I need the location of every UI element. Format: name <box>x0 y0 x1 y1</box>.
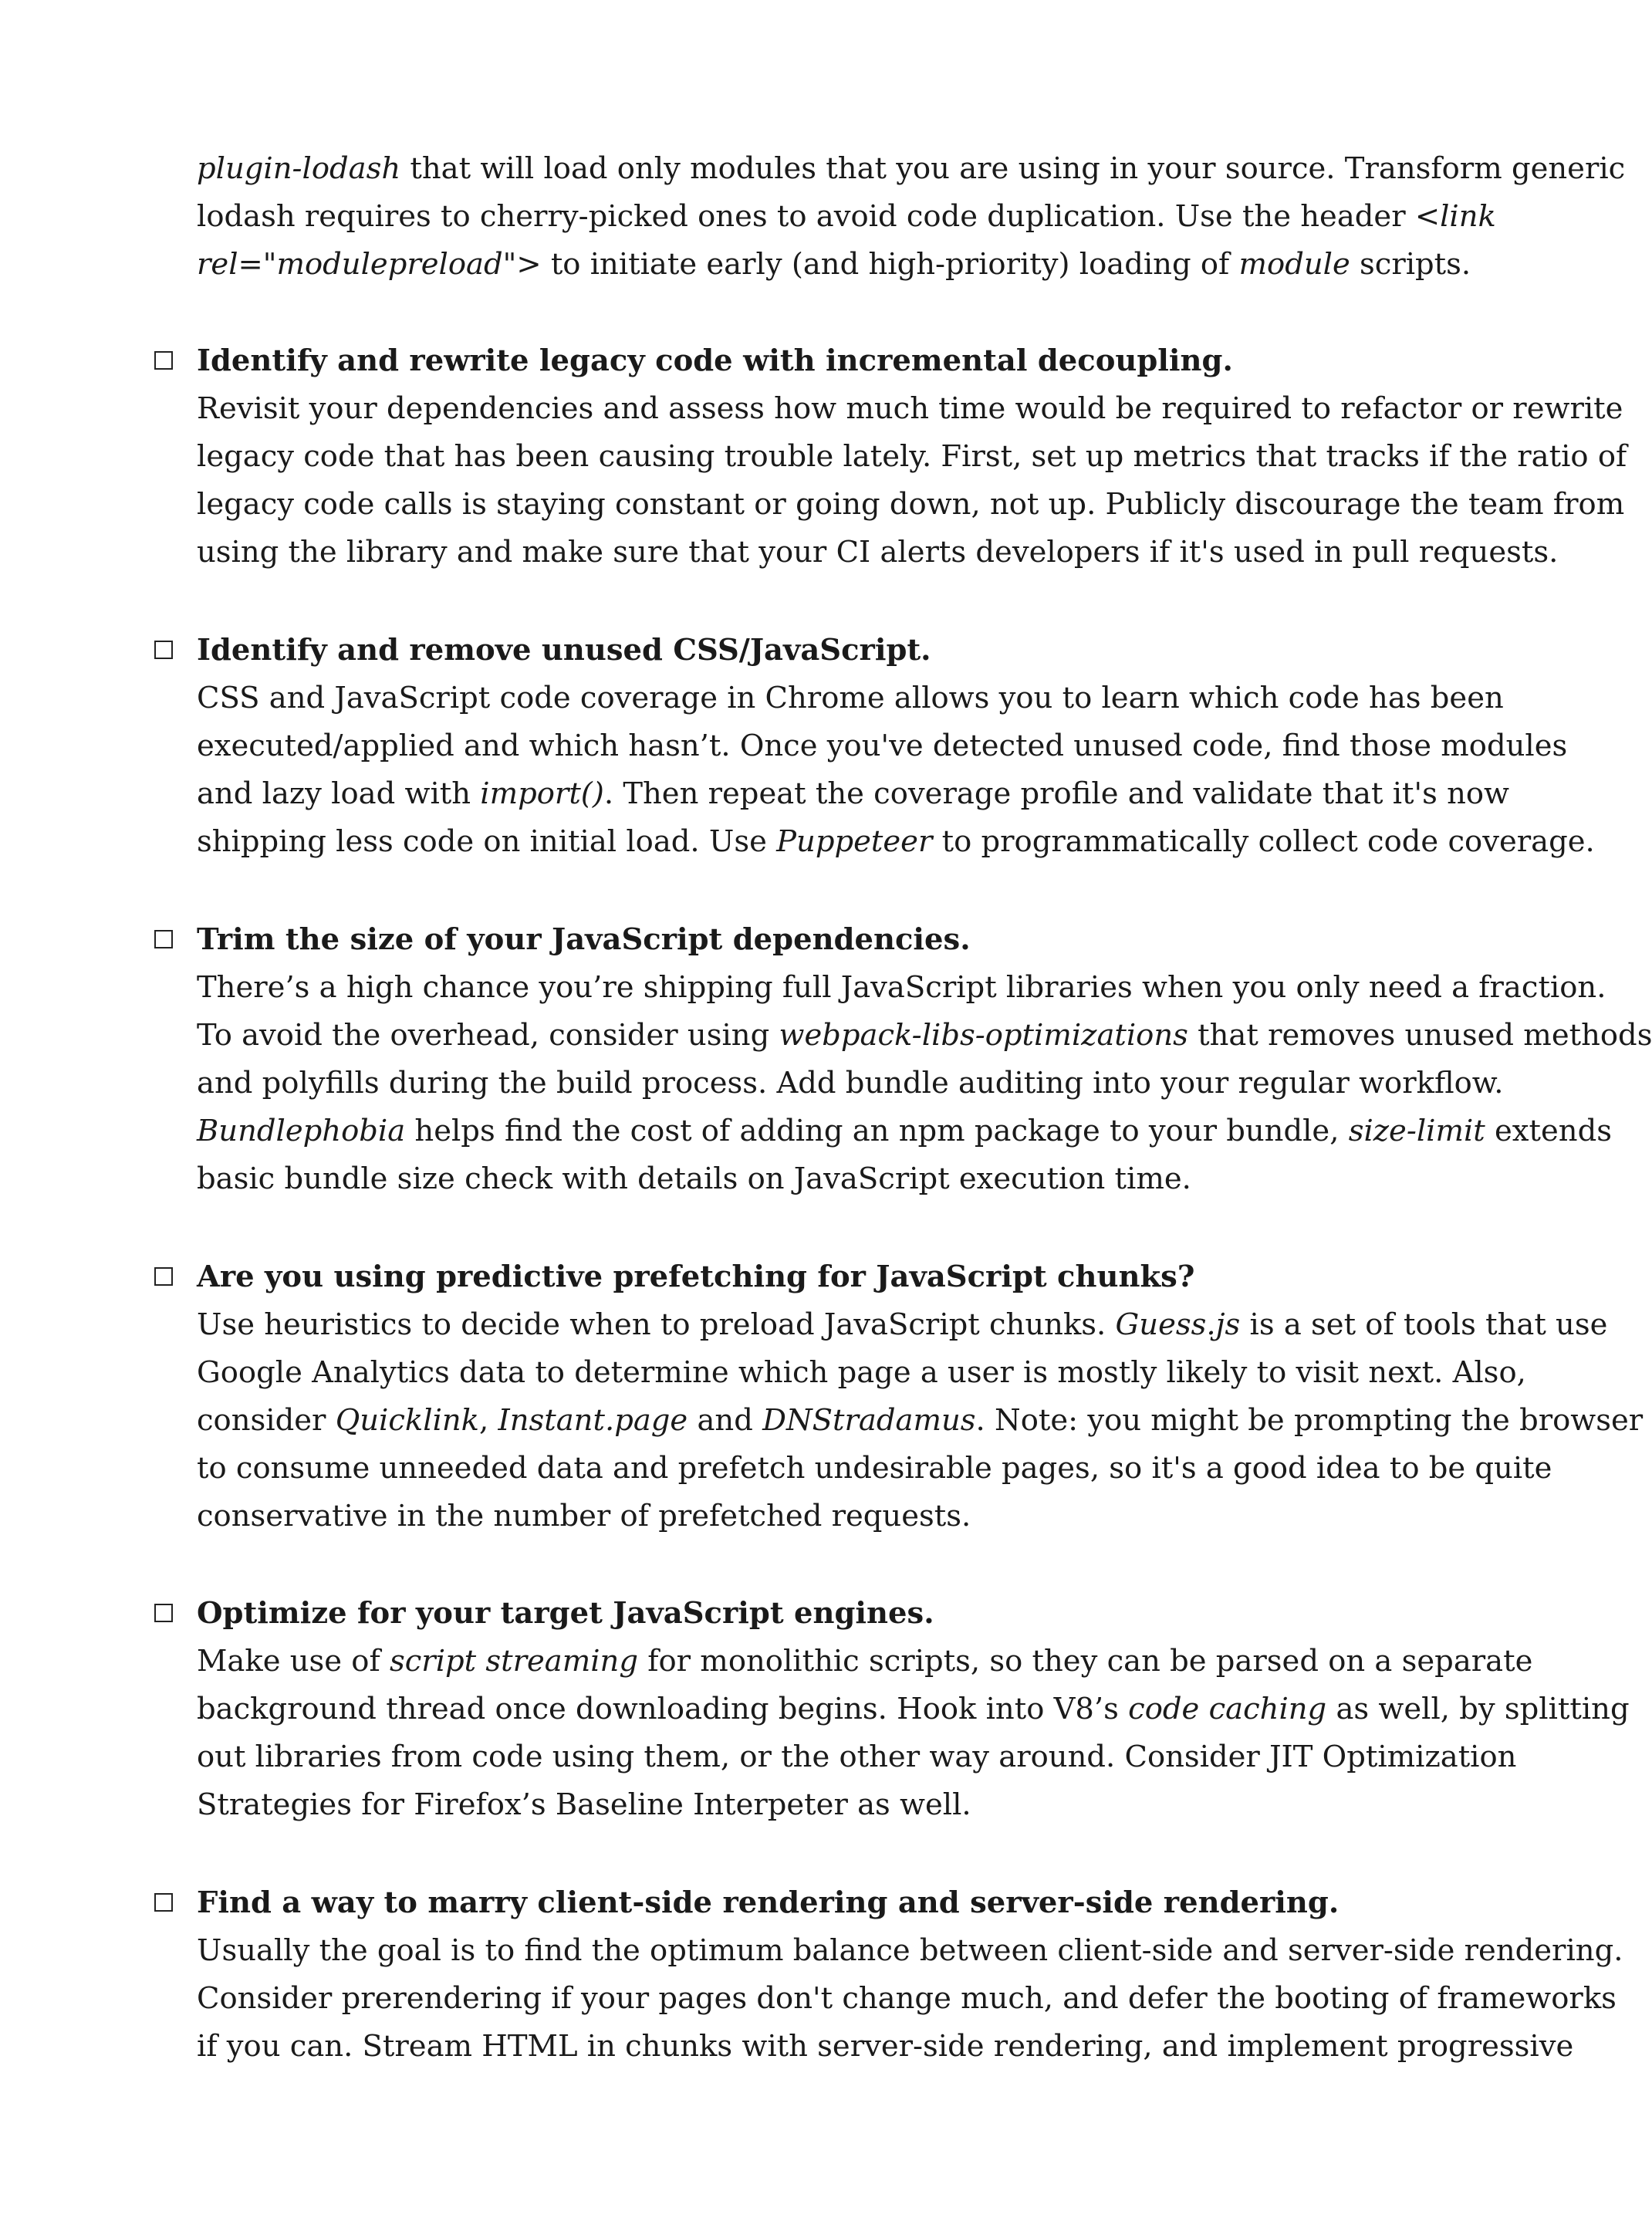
checklist-item-title: Trim the size of your JavaScript dependencies. <box>197 922 971 957</box>
intro-line: rel="modulepreload"> to initiate early (and high-priority) loading of module scripts. <box>197 247 1471 282</box>
checklist-item-body: Use heuristics to decide when to preload JavaScript chunks. Guess.js is a set of tools that use Google Analytics data to determine which page a user is mostly likely to visit next. Also, consider Quicklink, Instant.page and DNStradamus. Note: you might be prompting the browser to consume unneeded data and prefetch undesirable pages, so it's a good idea to be quite conservative in the number of prefetched requests. <box>197 1307 1644 1533</box>
checklist-item-body: There’s a high chance you’re shipping full JavaScript libraries when you only need a fraction. To avoid the overhead, consider using webpack-libs-optimizations that removes unused methods and polyfills during the build process. Add bundle auditing into your regular workflow. Bundlephobia helps find the cost of adding an npm package to your bundle, size-limit extends basic bundle size check with details on JavaScript execution time. <box>197 970 1652 1196</box>
inline-code-term: rel="modulepreload"> <box>197 247 542 282</box>
intro-line: plugin-lodash that will load only modules that you are using in your source. Transform generic <box>197 151 1626 186</box>
checklist-item-body: Revisit your dependencies and assess how much time would be required to refactor or rewrite legacy code that has been causing trouble lately. First, set up metrics that tracks if the ratio of legacy code calls is staying constant or going down, not up. Publicly discourage the team from using the library and make sure that your CI alerts developers if it's used in pull requests. <box>197 391 1627 570</box>
checklist-item-body: Usually the goal is to find the optimum balance between client-side and server-side rendering. Consider prerendering if your pages don't change much, and defer the booting of frameworks if you can. Stream HTML in chunks with server-side rendering, and implement progressive <box>197 1933 1623 2064</box>
checklist-item-body: Make use of script streaming for monolithic scripts, so they can be parsed on a separate background thread once downloading begins. Hook into V8’s code caching as well, by splitting out libraries from code using them, or the other way around. Consider JIT Optimization Strategies for Firefox’s Baseline Interpeter as well. <box>197 1644 1630 1822</box>
checkbox[interactable] <box>154 1604 173 1622</box>
checklist-item-title: Identify and remove unused CSS/JavaScript. <box>197 633 931 668</box>
checkbox[interactable] <box>154 351 173 370</box>
checklist-item-title: Optimize for your target JavaScript engines. <box>197 1596 934 1631</box>
checklist-item-body: CSS and JavaScript code coverage in Chrome allows you to learn which code has been executed/applied and which hasn’t. Once you've detected unused code, find those modules and lazy load with import(). Then repeat the coverage profile and validate that it's now shipping less code on initial load. Use Puppeteer to programmatically collect code coverage. <box>197 681 1595 859</box>
checklist-item-title: Identify and rewrite legacy code with incremental decoupling. <box>197 343 1233 378</box>
checklist-item-title: Find a way to marry client-side rendering and server-side rendering. <box>197 1885 1340 1920</box>
inline-code-term: plugin-lodash <box>197 151 401 186</box>
intro-line: lodash requires to cherry-picked ones to avoid code duplication. Use the header <link <box>197 199 1496 234</box>
inline-code-term: module <box>1238 247 1350 282</box>
inline-code-term: <link <box>1414 199 1496 234</box>
intro-paragraph <box>197 145 1626 289</box>
checkbox[interactable] <box>154 1893 173 1912</box>
checkbox[interactable] <box>154 641 173 659</box>
checklist-item-title: Are you using predictive prefetching for JavaScript chunks? <box>197 1260 1195 1294</box>
checkbox[interactable] <box>154 930 173 948</box>
checkbox[interactable] <box>154 1267 173 1286</box>
